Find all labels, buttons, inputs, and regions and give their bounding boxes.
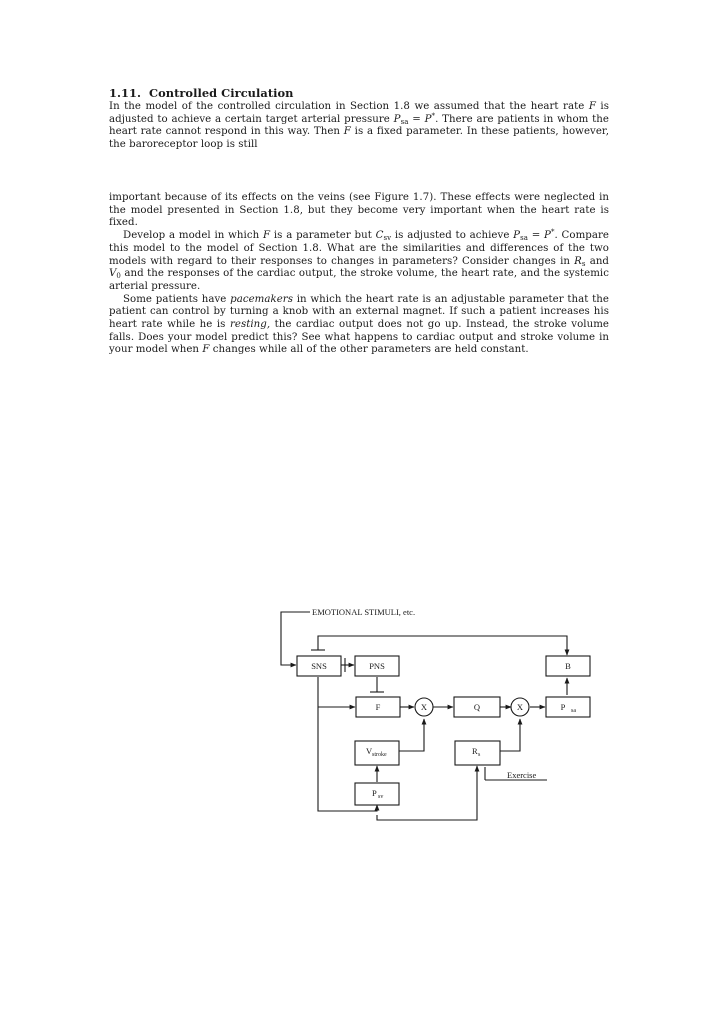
q-label: Q (473, 702, 481, 712)
cardiac-output-block (454, 697, 500, 717)
x2-label: X (516, 702, 524, 712)
resistance-block (455, 741, 500, 765)
psa-subscript: sa (571, 708, 576, 714)
psv-subscript: sv (378, 794, 384, 800)
paragraph-1: In the model of the controlled circulation in Section 1.8 we assumed that the heart rate F is adjusted to achieve a certain target arterial pressure $P_{sa} = P^*$. There are patients in whom the heart rate cannot respond in this way. Then F is a fixed parameter. In these patients, however, the baroreceptor loop is still (109, 101, 610, 151)
b-label: B (565, 661, 571, 671)
multiplier-2 (511, 698, 529, 716)
sns-block (297, 656, 341, 676)
psa-label: P (560, 702, 566, 712)
rs-subscript: s (478, 752, 481, 758)
multiplier-1 (415, 698, 433, 716)
vstroke-label: V (366, 746, 373, 756)
x1-label: X (420, 702, 428, 712)
baroreceptor-block (546, 656, 590, 676)
rs-label: R (472, 746, 478, 756)
psv-block (355, 783, 399, 805)
psv-label: P (372, 788, 377, 798)
paragraph-3: Some patients have pacemakers in which the heart rate is an adjustable parameter that the patient can control by turning a knob with an external magnet. If such a patient increases his heart rate while he is resting, the cardiac output does not go up. Instead, the stroke volume falls. Does your model predict this? See what happens to cardiac output and stroke volume in your model when F changes while all of the other parameters are held constant. (109, 293, 610, 356)
pns-label: PNS (369, 661, 385, 671)
stroke-volume-block (355, 741, 399, 765)
psa-block (546, 697, 590, 717)
section-title: Controlled Circulation (148, 86, 294, 100)
paragraph-2: Develop a model in which F is a parameter but $C_{sv}$ is adjusted to achieve $P_{sa} = P^*$. Compare this model to the model of Section 1.8. What are the similarities and differences of the two models with regard to their responses to changes in parameters? Consider changes in $R_s$ and $V_0$ and the responses of the cardiac output, the stroke volume, the heart rate, and the systemic arterial pressure. (109, 228, 609, 292)
sns-label: SNS (311, 661, 327, 671)
vstroke-subscript: stroke (372, 752, 387, 758)
f-label: F (375, 702, 381, 712)
exercise-label: Exercise (507, 770, 537, 780)
section-number: 1.11. (109, 86, 141, 100)
emotional-stimuli-label: EMOTIONAL STIMULI, etc. (312, 607, 416, 617)
heart-rate-block (356, 697, 400, 717)
pns-block (355, 656, 399, 676)
paragraph-1-continued: important because of its effects on the veins (see Figure 1.7). These effects were neglected in the model presented in Section 1.8, but they become very important when the heart rate is fixed. (109, 192, 609, 229)
